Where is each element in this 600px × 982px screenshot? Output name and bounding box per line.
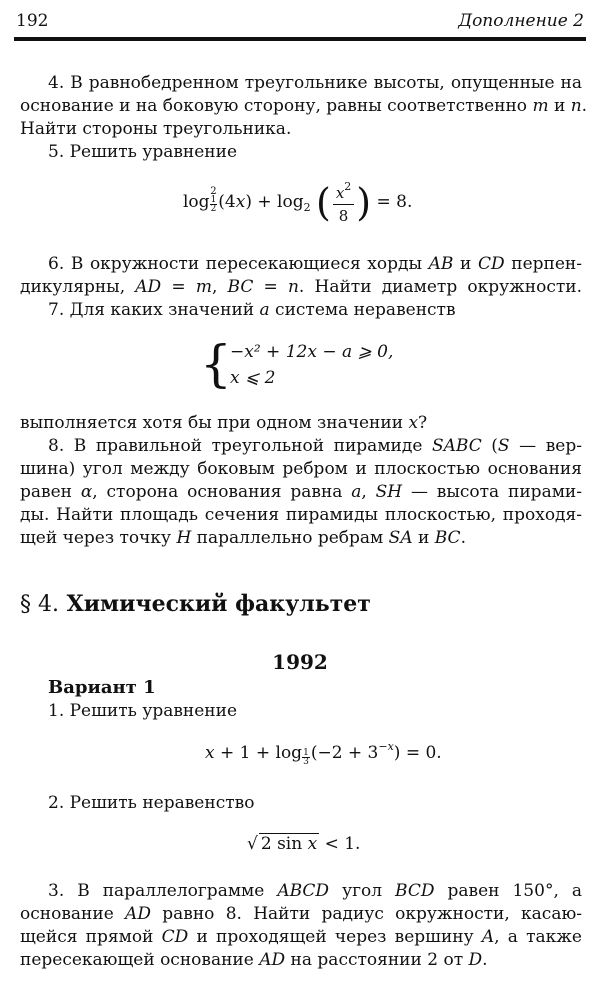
system-brace: { [200, 335, 232, 393]
problem-5-label: 5. Решить уравнение [48, 142, 238, 162]
chem-problem-2-inequality: √ 2 sin x < 1. [247, 834, 361, 854]
year-heading: 1992 [272, 650, 328, 674]
problem-8-line-3: равен α, сторона основания равна a, SH — высота пирами- [20, 482, 582, 502]
chem-problem-3-line-1: 3. В параллелограмме ABCD угол BCD равен 150°, а [48, 881, 582, 901]
chem-problem-3-line-2: основание AD равно 8. Найти радиус окружности, касаю- [20, 904, 583, 924]
system-inequality-2: x ⩽ 2 [230, 368, 276, 388]
problem-6-line-1: 6. В окружности пересекающиеся хорды AB и CD перпен- [48, 254, 582, 274]
running-title: Дополнение 2 [458, 11, 584, 31]
problem-7-line-2: выполняется хотя бы при одном значении x? [20, 413, 428, 433]
chem-problem-1-equation: x + 1 + log $\frac{1}{3}$ $(-2 + 3^{-x}) = 0$. [205, 740, 442, 767]
problem-8-line-2: шина) угол между боковым ребром и плоскостью основания [20, 459, 582, 479]
section-heading: § 4. Химический факультет [20, 591, 371, 617]
chem-problem-3-line-4: пересекающей основание AD на расстоянии 2 от D. [20, 950, 488, 970]
problem-5-equation: log 2 1 2 $(4x) + \log_2$ ( $\frac{x^2}{8}$ ) = 8. [183, 180, 413, 225]
problem-4-line-1: 4. В равнобедренном треугольнике высоты, опущенные на [48, 73, 582, 93]
problem-7-line-1: 7. Для каких значений a система неравенств [48, 300, 456, 320]
page-number: 192 [16, 11, 49, 31]
variant-heading: Вариант 1 [48, 677, 156, 698]
problem-8-line-4: ды. Найти площадь сечения пирамиды плоскостью, проходя- [20, 505, 582, 525]
header-rule [14, 37, 586, 41]
chem-problem-1-label: 1. Решить уравнение [48, 701, 238, 721]
problem-4-line-3: Найти стороны треугольника. [20, 119, 292, 139]
problem-4-line-2: основание и на боковую сторону, равны соответственно m и n. [20, 96, 588, 116]
problem-8-line-1: 8. В правильной треугольной пирамиде SABC (S — вер- [48, 436, 582, 456]
problem-8-line-5: щей через точку H параллельно ребрам SA и BC. [20, 528, 466, 548]
chem-problem-2-label: 2. Решить неравенство [48, 793, 255, 813]
system-inequality-1: −x² + 12x − a ⩾ 0, [230, 342, 394, 362]
chem-problem-3-line-3: щейся прямой CD и проходящей через вершину A, а также [20, 927, 582, 947]
problem-6-line-2: дикулярны, AD = m, BC = n. Найти диаметр окружности. [20, 277, 582, 297]
